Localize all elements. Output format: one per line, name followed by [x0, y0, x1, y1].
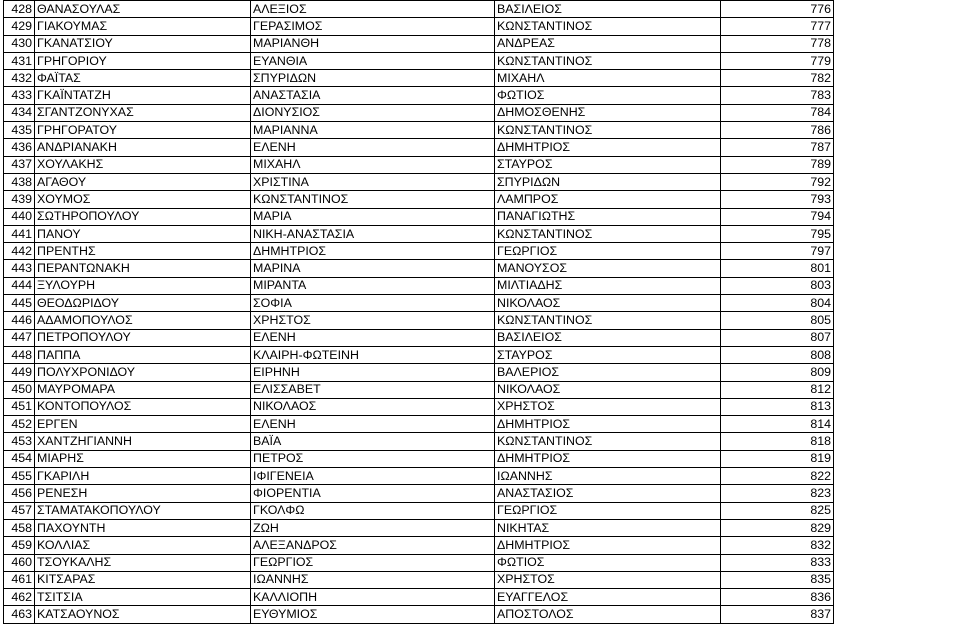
row-number-cell: 430: [4, 35, 35, 52]
father-name-cell: ΔΗΜΗΤΡΙΟΣ: [495, 537, 721, 554]
table-row: [4, 52, 834, 69]
surname-cell: ΜΙΑΡΗΣ: [35, 450, 251, 467]
rank-cell: 784: [721, 104, 834, 121]
first-name-cell: ΙΩΑΝΝΗΣ: [251, 571, 495, 588]
father-name-cell: ΑΝΔΡΕΑΣ: [495, 35, 721, 52]
surname-cell: ΚΑΤΣΑΟΥΝΟΣ: [35, 606, 251, 623]
father-name-cell: ΓΕΩΡΓΙΟΣ: [495, 502, 721, 519]
first-name-cell: ΚΛΑΙΡΗ-ΦΩΤΕΙΝΗ: [251, 346, 495, 363]
first-name-cell: ΜΑΡΙΑ: [251, 208, 495, 225]
father-name-cell: ΑΝΑΣΤΑΣΙΟΣ: [495, 485, 721, 502]
table-row: [4, 450, 834, 467]
father-name-cell: ΒΑΛΕΡΙΟΣ: [495, 364, 721, 381]
row-number-cell: 443: [4, 260, 35, 277]
first-name-cell: ΔΙΟΝΥΣΙΟΣ: [251, 104, 495, 121]
rank-cell: 813: [721, 398, 834, 415]
row-number-cell: 461: [4, 571, 35, 588]
row-number-cell: 460: [4, 554, 35, 571]
row-number-cell: 451: [4, 398, 35, 415]
surname-cell: ΑΝΔΡΙΑΝΑΚΗ: [35, 139, 251, 156]
table-row: [4, 104, 834, 121]
first-name-cell: ΕΥΑΝΘΙΑ: [251, 52, 495, 69]
rank-cell: 793: [721, 191, 834, 208]
father-name-cell: ΜΙΛΤΙΑΔΗΣ: [495, 277, 721, 294]
first-name-cell: ΖΩΗ: [251, 519, 495, 536]
table-row: [4, 277, 834, 294]
rank-cell: 797: [721, 243, 834, 260]
row-number-cell: 438: [4, 173, 35, 190]
table-row: [4, 35, 834, 52]
row-number-cell: 447: [4, 329, 35, 346]
surname-cell: ΚΟΝΤΟΠΟΥΛΟΣ: [35, 398, 251, 415]
rank-cell: 818: [721, 433, 834, 450]
first-name-cell: ΕΛΕΝΗ: [251, 139, 495, 156]
rank-cell: 819: [721, 450, 834, 467]
row-number-cell: 436: [4, 139, 35, 156]
row-number-cell: 448: [4, 346, 35, 363]
surname-cell: ΕΡΓΕΝ: [35, 416, 251, 433]
first-name-cell: ΜΙΧΑΗΛ: [251, 156, 495, 173]
father-name-cell: ΚΩΝΣΤΑΝΤΙΝΟΣ: [495, 122, 721, 139]
rank-cell: 808: [721, 346, 834, 363]
table-row: [4, 606, 834, 623]
table-row: [4, 381, 834, 398]
row-number-cell: 432: [4, 70, 35, 87]
first-name-cell: ΑΝΑΣΤΑΣΙΑ: [251, 87, 495, 104]
surname-cell: ΓΚΑΡΙΛΗ: [35, 468, 251, 485]
surname-cell: ΜΑΥΡΟΜΑΡΑ: [35, 381, 251, 398]
table-row: [4, 554, 834, 571]
father-name-cell: ΜΑΝΟΥΣΟΣ: [495, 260, 721, 277]
table-row: [4, 225, 834, 242]
surname-cell: ΡΕΝΕΣΗ: [35, 485, 251, 502]
surname-cell: ΓΡΗΓΟΡΑΤΟΥ: [35, 122, 251, 139]
first-name-cell: ΧΡΙΣΤΙΝΑ: [251, 173, 495, 190]
first-name-cell: ΙΦΙΓΕΝΕΙΑ: [251, 468, 495, 485]
rank-cell: 822: [721, 468, 834, 485]
rank-cell: 837: [721, 606, 834, 623]
father-name-cell: ΦΩΤΙΟΣ: [495, 554, 721, 571]
father-name-cell: ΒΑΣΙΛΕΙΟΣ: [495, 329, 721, 346]
rank-cell: 795: [721, 225, 834, 242]
surname-cell: ΦΑΪΤΑΣ: [35, 70, 251, 87]
father-name-cell: ΓΕΩΡΓΙΟΣ: [495, 243, 721, 260]
surname-cell: ΧΟΥΛΑΚΗΣ: [35, 156, 251, 173]
rank-cell: 832: [721, 537, 834, 554]
rank-cell: 792: [721, 173, 834, 190]
row-number-cell: 437: [4, 156, 35, 173]
row-number-cell: 450: [4, 381, 35, 398]
first-name-cell: ΜΑΡΙΑΝΝΑ: [251, 122, 495, 139]
table-row: [4, 519, 834, 536]
rank-cell: 809: [721, 364, 834, 381]
surname-cell: ΑΔΑΜΟΠΟΥΛΟΣ: [35, 312, 251, 329]
table-row: [4, 433, 834, 450]
rank-cell: 807: [721, 329, 834, 346]
father-name-cell: ΝΙΚΟΛΑΟΣ: [495, 381, 721, 398]
father-name-cell: ΠΑΝΑΓΙΩΤΗΣ: [495, 208, 721, 225]
surname-cell: ΓΚΑΪΝΤΑΤΖΗ: [35, 87, 251, 104]
table-row: [4, 139, 834, 156]
rank-cell: 782: [721, 70, 834, 87]
rank-cell: 786: [721, 122, 834, 139]
surname-cell: ΑΓΑΘΟΥ: [35, 173, 251, 190]
first-name-cell: ΕΙΡΗΝΗ: [251, 364, 495, 381]
first-name-cell: ΜΑΡΙΑΝΘΗ: [251, 35, 495, 52]
father-name-cell: ΒΑΣΙΛΕΙΟΣ: [495, 1, 721, 18]
father-name-cell: ΚΩΝΣΤΑΝΤΙΝΟΣ: [495, 433, 721, 450]
row-number-cell: 429: [4, 18, 35, 35]
first-name-cell: ΕΛΙΣΣΑΒΕΤ: [251, 381, 495, 398]
rank-cell: 814: [721, 416, 834, 433]
father-name-cell: ΦΩΤΙΟΣ: [495, 87, 721, 104]
father-name-cell: ΔΗΜΗΤΡΙΟΣ: [495, 416, 721, 433]
father-name-cell: ΧΡΗΣΤΟΣ: [495, 571, 721, 588]
row-number-cell: 442: [4, 243, 35, 260]
father-name-cell: ΚΩΝΣΤΑΝΤΙΝΟΣ: [495, 225, 721, 242]
row-number-cell: 455: [4, 468, 35, 485]
row-number-cell: 433: [4, 87, 35, 104]
surname-cell: ΠΑΧΟΥΝΤΗ: [35, 519, 251, 536]
first-name-cell: ΜΙΡΑΝΤΑ: [251, 277, 495, 294]
table-row: [4, 87, 834, 104]
surname-cell: ΠΡΕΝΤΗΣ: [35, 243, 251, 260]
first-name-cell: ΔΗΜΗΤΡΙΟΣ: [251, 243, 495, 260]
first-name-cell: ΚΑΛΛΙΟΠΗ: [251, 589, 495, 606]
surname-cell: ΓΙΑΚΟΥΜΑΣ: [35, 18, 251, 35]
first-name-cell: ΑΛΕΞΙΟΣ: [251, 1, 495, 18]
table-row: [4, 416, 834, 433]
father-name-cell: ΣΤΑΥΡΟΣ: [495, 156, 721, 173]
row-number-cell: 440: [4, 208, 35, 225]
first-name-cell: ΕΥΘΥΜΙΟΣ: [251, 606, 495, 623]
roster-table-body: [4, 1, 834, 624]
father-name-cell: ΙΩΑΝΝΗΣ: [495, 468, 721, 485]
father-name-cell: ΛΑΜΠΡΟΣ: [495, 191, 721, 208]
table-row: [4, 329, 834, 346]
surname-cell: ΠΕΤΡΟΠΟΥΛΟΥ: [35, 329, 251, 346]
table-row: [4, 468, 834, 485]
father-name-cell: ΣΤΑΥΡΟΣ: [495, 346, 721, 363]
first-name-cell: ΑΛΕΞΑΝΔΡΟΣ: [251, 537, 495, 554]
row-number-cell: 453: [4, 433, 35, 450]
first-name-cell: ΦΙΟΡΕΝΤΙΑ: [251, 485, 495, 502]
first-name-cell: ΒΑΪΑ: [251, 433, 495, 450]
row-number-cell: 428: [4, 1, 35, 18]
surname-cell: ΠΑΠΠΑ: [35, 346, 251, 363]
father-name-cell: ΚΩΝΣΤΑΝΤΙΝΟΣ: [495, 52, 721, 69]
surname-cell: ΠΕΡΑΝΤΩΝΑΚΗ: [35, 260, 251, 277]
row-number-cell: 457: [4, 502, 35, 519]
row-number-cell: 441: [4, 225, 35, 242]
first-name-cell: ΝΙΚΗ-ΑΝΑΣΤΑΣΙΑ: [251, 225, 495, 242]
rank-cell: 823: [721, 485, 834, 502]
rank-cell: 789: [721, 156, 834, 173]
first-name-cell: ΣΟΦΙΑ: [251, 295, 495, 312]
father-name-cell: ΔΗΜΗΤΡΙΟΣ: [495, 139, 721, 156]
rank-cell: 801: [721, 260, 834, 277]
first-name-cell: ΧΡΗΣΤΟΣ: [251, 312, 495, 329]
table-row: [4, 346, 834, 363]
row-number-cell: 454: [4, 450, 35, 467]
rank-cell: 776: [721, 1, 834, 18]
rank-cell: 805: [721, 312, 834, 329]
table-row: [4, 260, 834, 277]
table-row: [4, 398, 834, 415]
table-row: [4, 485, 834, 502]
rank-cell: 812: [721, 381, 834, 398]
table-row: [4, 295, 834, 312]
table-row: [4, 243, 834, 260]
father-name-cell: ΣΠΥΡΙΔΩΝ: [495, 173, 721, 190]
table-row: [4, 1, 834, 18]
surname-cell: ΘΕΟΔΩΡΙΔΟΥ: [35, 295, 251, 312]
table-row: [4, 70, 834, 87]
row-number-cell: 458: [4, 519, 35, 536]
surname-cell: ΓΡΗΓΟΡΙΟΥ: [35, 52, 251, 69]
first-name-cell: ΓΕΡΑΣΙΜΟΣ: [251, 18, 495, 35]
row-number-cell: 439: [4, 191, 35, 208]
surname-cell: ΠΟΛΥΧΡΟΝΙΔΟΥ: [35, 364, 251, 381]
rank-cell: 787: [721, 139, 834, 156]
first-name-cell: ΕΛΕΝΗ: [251, 416, 495, 433]
father-name-cell: ΝΙΚΟΛΑΟΣ: [495, 295, 721, 312]
row-number-cell: 444: [4, 277, 35, 294]
row-number-cell: 434: [4, 104, 35, 121]
surname-cell: ΣΩΤΗΡΟΠΟΥΛΟΥ: [35, 208, 251, 225]
father-name-cell: ΔΗΜΗΤΡΙΟΣ: [495, 450, 721, 467]
rank-cell: 803: [721, 277, 834, 294]
table-row: [4, 312, 834, 329]
first-name-cell: ΓΚΟΛΦΩ: [251, 502, 495, 519]
surname-cell: ΣΤΑΜΑΤΑΚΟΠΟΥΛΟΥ: [35, 502, 251, 519]
surname-cell: ΚΙΤΣΑΡΑΣ: [35, 571, 251, 588]
surname-cell: ΓΚΑΝΑΤΣΙΟΥ: [35, 35, 251, 52]
surname-cell: ΚΟΛΛΙΑΣ: [35, 537, 251, 554]
rank-cell: 794: [721, 208, 834, 225]
father-name-cell: ΑΠΟΣΤΟΛΟΣ: [495, 606, 721, 623]
surname-cell: ΤΣΙΤΣΙΑ: [35, 589, 251, 606]
table-row: [4, 589, 834, 606]
rank-cell: 835: [721, 571, 834, 588]
table-row: [4, 191, 834, 208]
first-name-cell: ΝΙΚΟΛΑΟΣ: [251, 398, 495, 415]
father-name-cell: ΧΡΗΣΤΟΣ: [495, 398, 721, 415]
table-row: [4, 122, 834, 139]
row-number-cell: 463: [4, 606, 35, 623]
table-row: [4, 156, 834, 173]
surname-cell: ΧΑΝΤΖΗΓΙΑΝΝΗ: [35, 433, 251, 450]
surname-cell: ΘΑΝΑΣΟΥΛΑΣ: [35, 1, 251, 18]
rank-cell: 777: [721, 18, 834, 35]
first-name-cell: ΜΑΡΙΝΑ: [251, 260, 495, 277]
roster-table: [3, 0, 834, 624]
rank-cell: 804: [721, 295, 834, 312]
surname-cell: ΠΑΝΟΥ: [35, 225, 251, 242]
father-name-cell: ΚΩΝΣΤΑΝΤΙΝΟΣ: [495, 18, 721, 35]
first-name-cell: ΓΕΩΡΓΙΟΣ: [251, 554, 495, 571]
father-name-cell: ΕΥΑΓΓΕΛΟΣ: [495, 589, 721, 606]
row-number-cell: 445: [4, 295, 35, 312]
row-number-cell: 431: [4, 52, 35, 69]
table-row: [4, 537, 834, 554]
first-name-cell: ΕΛΕΝΗ: [251, 329, 495, 346]
surname-cell: ΣΓΑΝΤΖΟΝΥΧΑΣ: [35, 104, 251, 121]
table-row: [4, 18, 834, 35]
row-number-cell: 449: [4, 364, 35, 381]
row-number-cell: 459: [4, 537, 35, 554]
row-number-cell: 446: [4, 312, 35, 329]
father-name-cell: ΜΙΧΑΗΛ: [495, 70, 721, 87]
table-row: [4, 502, 834, 519]
rank-cell: 836: [721, 589, 834, 606]
rank-cell: 779: [721, 52, 834, 69]
surname-cell: ΧΟΥΜΟΣ: [35, 191, 251, 208]
rank-cell: 783: [721, 87, 834, 104]
rank-cell: 829: [721, 519, 834, 536]
father-name-cell: ΝΙΚΗΤΑΣ: [495, 519, 721, 536]
row-number-cell: 435: [4, 122, 35, 139]
father-name-cell: ΚΩΝΣΤΑΝΤΙΝΟΣ: [495, 312, 721, 329]
table-row: [4, 173, 834, 190]
father-name-cell: ΔΗΜΟΣΘΕΝΗΣ: [495, 104, 721, 121]
table-row: [4, 208, 834, 225]
surname-cell: ΤΣΟΥΚΑΛΗΣ: [35, 554, 251, 571]
surname-cell: ΞΥΛΟΥΡΗ: [35, 277, 251, 294]
row-number-cell: 456: [4, 485, 35, 502]
first-name-cell: ΣΠΥΡΙΔΩΝ: [251, 70, 495, 87]
table-row: [4, 571, 834, 588]
first-name-cell: ΚΩΝΣΤΑΝΤΙΝΟΣ: [251, 191, 495, 208]
rank-cell: 825: [721, 502, 834, 519]
row-number-cell: 462: [4, 589, 35, 606]
rank-cell: 778: [721, 35, 834, 52]
table-row: [4, 364, 834, 381]
rank-cell: 833: [721, 554, 834, 571]
first-name-cell: ΠΕΤΡΟΣ: [251, 450, 495, 467]
row-number-cell: 452: [4, 416, 35, 433]
